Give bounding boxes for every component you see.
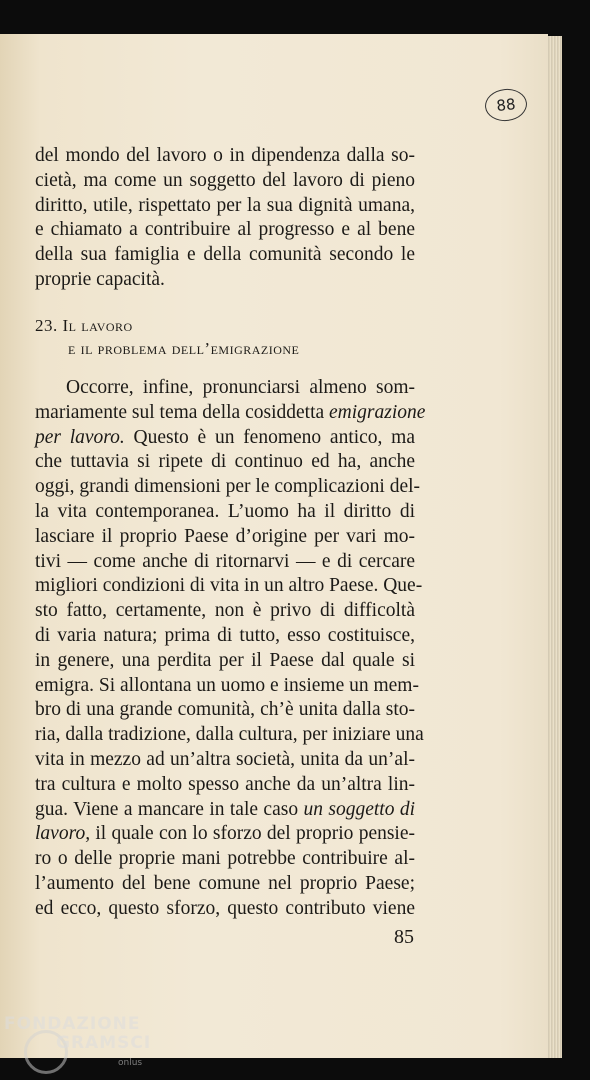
text-segment: gua. Viene a mancare in tale caso xyxy=(35,798,304,820)
text-line xyxy=(35,575,423,597)
text-line: del mondo del lavoro o in dipendenza dalla so- xyxy=(35,145,415,166)
text-segment: lasciare il proprio Paese d’origine per vari mo- xyxy=(35,525,415,547)
text-line xyxy=(35,626,415,646)
watermark-line-2: GRAMSCI xyxy=(56,1033,152,1053)
text-segment: di varia natura; prima di tutto, esso costituisce, xyxy=(35,625,415,646)
italic-text: emigrazione xyxy=(329,401,426,423)
text-line xyxy=(35,849,415,869)
text-segment: che tuttavia si ripete di continuo ed ha, anche xyxy=(35,451,415,473)
text-line xyxy=(35,750,415,770)
text-segment: in genere, una perdita per il Paese dal quale si xyxy=(35,649,415,671)
watermark-line-1: FONDAZIONE xyxy=(4,1014,141,1034)
watermark xyxy=(4,1016,151,1052)
page-number: 85 xyxy=(394,926,414,948)
text-line xyxy=(35,724,424,746)
italic-text: un soggetto di xyxy=(303,798,416,820)
handwritten-page-annotation: 88 xyxy=(483,87,528,123)
text-segment: la vita contemporanea. L’uomo ha il diritto di xyxy=(35,501,415,522)
section-heading-line-1 xyxy=(35,316,133,336)
text-line xyxy=(35,502,415,522)
text-line xyxy=(35,700,415,720)
text-line xyxy=(35,401,426,423)
text-line xyxy=(35,428,415,448)
text-line: diritto, utile, rispettato per la sua dignità umana, xyxy=(35,194,415,216)
text-line xyxy=(35,601,415,621)
text-line xyxy=(35,452,415,472)
text-segment: ria, dalla tradizione, dalla cultura, per iniziare una xyxy=(35,724,424,746)
section-title-line-1: Il lavoro xyxy=(62,316,133,335)
text-line xyxy=(35,476,421,498)
text-line: della sua famiglia e della comunità secondo le xyxy=(35,244,415,266)
text-segment: mariamente sul tema della cosiddetta xyxy=(35,401,330,423)
text-segment: l’aumento del bene comune nel proprio Paese; xyxy=(35,873,415,894)
text-segment: il quale con lo sforzo del proprio pensie- xyxy=(90,823,415,845)
text-line xyxy=(35,824,415,844)
text-segment: bro di una grande comunità, ch’è unita dalla sto- xyxy=(35,699,415,721)
text-line xyxy=(35,674,419,696)
text-segment: oggi, grandi dimensioni per le complicazioni del- xyxy=(35,476,421,498)
text-segment: tra cultura e molto spesso anche da un’altra lin- xyxy=(35,773,415,795)
text-segment: ro o delle proprie mani potrebbe contribuire al- xyxy=(35,848,415,870)
text-segment: Questo è un fenomeno antico, ma xyxy=(124,426,415,448)
text-segment: ed ecco, questo sforzo, questo contributo viene xyxy=(35,897,415,919)
italic-text: lavoro, xyxy=(35,823,91,845)
text-segment: vita in mezzo ad un’altra società, unita da un’al- xyxy=(35,749,415,770)
text-segment: Occorre, infine, pronunciarsi almeno som- xyxy=(66,377,415,398)
text-line xyxy=(35,800,415,820)
italic-text: per lavoro. xyxy=(35,426,125,448)
text-line: cietà, ma come un soggetto del lavoro di pieno xyxy=(35,169,415,191)
text-line: e chiamato a contribuire al progresso e al bene xyxy=(35,219,415,241)
text-line xyxy=(35,651,415,671)
text-line xyxy=(66,378,415,398)
text-segment: sto fatto, certamente, non è privo di difficoltà xyxy=(35,600,415,622)
watermark-small: onlus xyxy=(118,1058,143,1068)
section-title-line-2: e il problema dell’emigrazione xyxy=(68,339,300,358)
text-segment: migliori condizioni di vita in un altro Paese. Que- xyxy=(35,575,423,597)
text-line xyxy=(35,775,415,795)
text-line xyxy=(35,552,415,572)
section-number: 23. xyxy=(35,316,58,335)
text-line xyxy=(35,874,415,894)
text-line xyxy=(35,527,415,547)
text-line: proprie capacità. xyxy=(35,269,165,290)
text-segment: emigra. Si allontana un uomo e insieme un mem- xyxy=(35,674,419,696)
text-segment: tivi — come anche di ritornarvi — e di cercare xyxy=(35,550,415,572)
text-line xyxy=(35,899,415,919)
